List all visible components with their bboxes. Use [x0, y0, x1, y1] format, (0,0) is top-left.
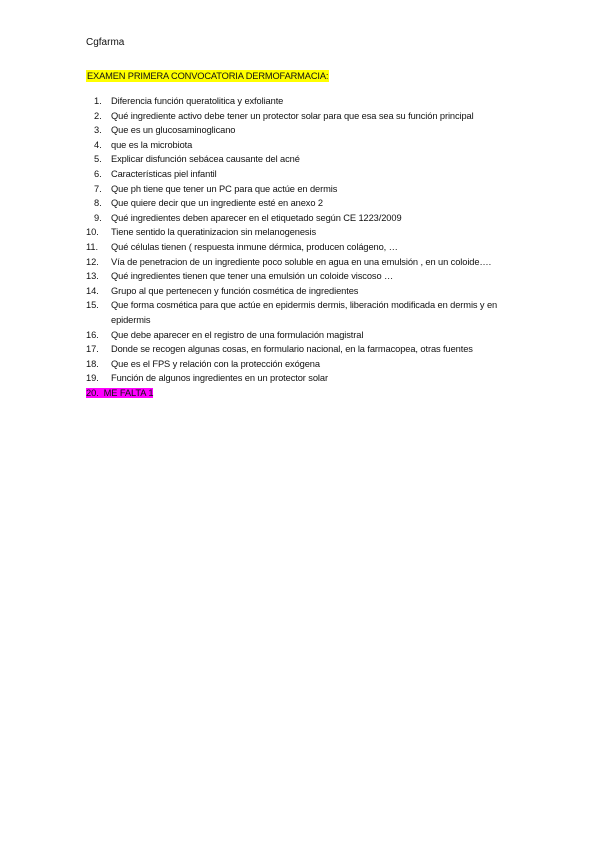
question-item — [86, 211, 516, 226]
question-number: 17. — [86, 344, 99, 355]
question-text: Vía de penetracion de un ingrediente poco soluble en agua en una emulsión , en un coloide…. — [111, 256, 492, 267]
question-text: Grupo al que pertenecen y función cosmética de ingredientes — [111, 285, 359, 296]
question-number: 15. — [86, 300, 99, 311]
question-text: que es la microbiota — [111, 139, 193, 150]
question-number: 3. — [94, 125, 102, 136]
question-text: Qué células tienen ( respuesta inmune dérmica, producen colágeno, … — [111, 241, 398, 252]
question-number: 16. — [86, 329, 99, 340]
question-text: Que debe aparecer en el registro de una formulación magistral — [111, 329, 364, 340]
question-number: 13. — [86, 271, 99, 282]
question-text: Que ph tiene que tener un PC para que actúe en dermis — [111, 183, 338, 194]
question-text: Que es el FPS y relación con la protección exógena — [111, 358, 320, 369]
question-number: 2. — [94, 110, 102, 121]
question-number: 7. — [94, 183, 102, 194]
question-number: 11. — [86, 241, 98, 252]
question-item — [86, 225, 516, 240]
question-item — [86, 109, 516, 124]
question-item — [86, 152, 516, 167]
highlighted-note — [86, 388, 153, 398]
question-item — [86, 284, 516, 299]
question-item — [86, 240, 516, 255]
question-number: 20. — [86, 387, 99, 398]
question-number: 18. — [86, 358, 99, 369]
question-text: Qué ingredientes tienen que tener una emulsión un coloide viscoso … — [111, 271, 394, 282]
question-item — [86, 138, 516, 153]
question-item — [86, 269, 516, 284]
question-text: Donde se recogen algunas cosas, en formulario nacional, en la farmacopea, otras fuentes — [111, 344, 473, 355]
question-text: Diferencia función queratolitica y exfoliante — [111, 96, 284, 106]
question-item — [86, 196, 516, 211]
question-text: Que forma cosmética para que actúe en epidermis dermis, liberación modificada en dermis y en epidermis — [111, 300, 498, 325]
question-number: 12. — [86, 256, 99, 267]
question-item-highlighted — [86, 386, 516, 401]
question-number: 10. — [86, 227, 99, 238]
question-item — [86, 167, 516, 182]
exam-title: EXAMEN PRIMERA CONVOCATORIA DERMOFARMACIA: — [87, 71, 329, 81]
question-item — [86, 357, 516, 372]
question-item — [86, 94, 516, 109]
question-text: ME FALTA 1 — [103, 387, 154, 398]
question-item — [86, 298, 516, 327]
question-number: 9. — [94, 212, 102, 223]
question-text: Qué ingredientes deben aparecer en el etiquetado según CE 1223/2009 — [111, 212, 402, 223]
question-item — [86, 182, 516, 197]
question-item — [86, 328, 516, 343]
question-item — [86, 255, 516, 270]
question-number: 4. — [94, 139, 102, 150]
question-text: Función de algunos ingredientes en un protector solar — [111, 373, 328, 384]
question-item — [86, 342, 516, 357]
question-list — [86, 94, 516, 400]
question-number: 1. — [94, 96, 102, 106]
question-text: Tiene sentido la queratinizacion sin melanogenesis — [111, 227, 316, 238]
question-text: Características piel infantil — [111, 168, 217, 179]
question-number: 8. — [94, 198, 102, 209]
question-text: Que es un glucosaminoglicano — [111, 125, 236, 136]
question-item — [86, 371, 516, 386]
question-text: Qué ingrediente activo debe tener un protector solar para que esa sea su función principal — [111, 110, 474, 121]
document-header: Cgfarma — [86, 37, 125, 48]
question-number: 14. — [86, 285, 99, 296]
question-number: 19. — [86, 373, 99, 384]
question-item — [86, 123, 516, 138]
question-number: 5. — [94, 154, 102, 165]
question-number: 6. — [94, 168, 102, 179]
question-text: Explicar disfunción sebácea causante del acné — [111, 154, 300, 165]
question-text: Que quiere decir que un ingrediente esté en anexo 2 — [111, 198, 323, 209]
